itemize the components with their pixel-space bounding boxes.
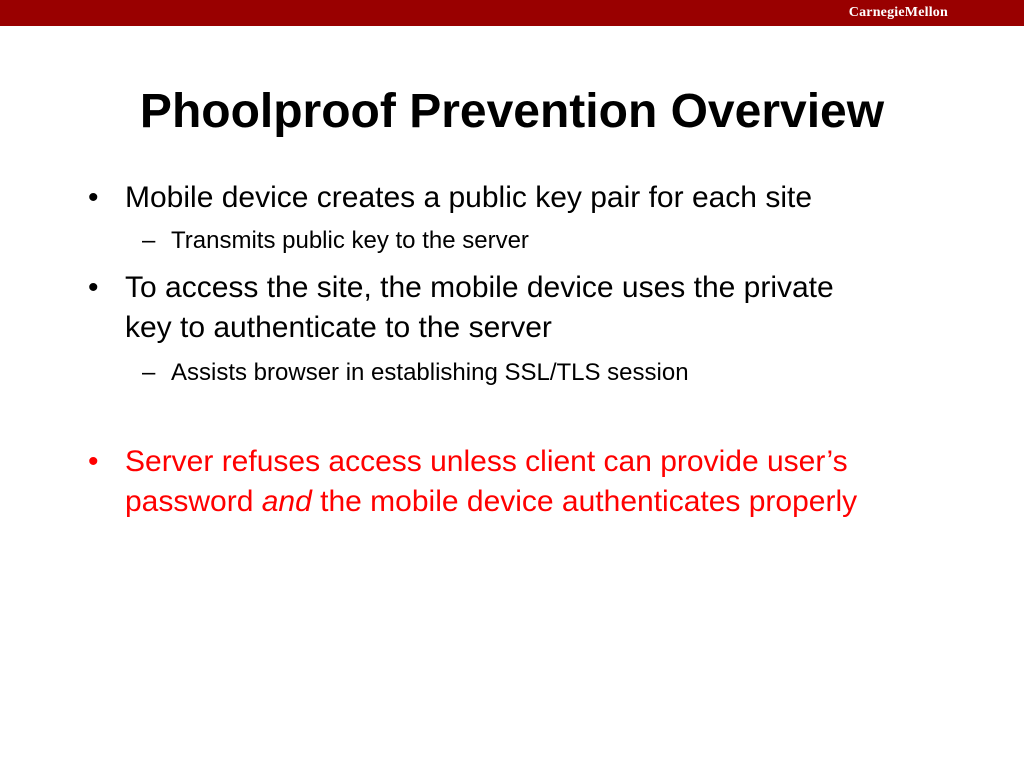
sub-bullet-1-text: Transmits public key to the server	[171, 227, 529, 254]
carnegie-mellon-logo: CarnegieMellon	[848, 5, 948, 20]
bullet-marker: •	[88, 271, 99, 304]
bullet-3-emphasis: and	[261, 485, 312, 518]
bullet-3-line-2-start: password	[125, 485, 262, 518]
slide-title: Phoolproof Prevention Overview	[139, 85, 885, 138]
bullet-2-line-2: key to authenticate to the server	[125, 311, 552, 344]
bullet-3-line-1: Server refuses access unless client can provide user’s	[125, 445, 848, 478]
sub-bullet-marker: –	[142, 359, 156, 386]
bullet-2-text	[125, 268, 965, 348]
bullet-1-text: Mobile device creates a public key pair for each site	[125, 181, 813, 214]
sub-bullet-2-text: Assists browser in establishing SSL/TLS session	[171, 359, 689, 386]
bullet-marker: •	[88, 445, 99, 478]
sub-bullet-marker: –	[142, 227, 156, 254]
header-bar	[0, 0, 1024, 26]
bullet-marker: •	[88, 181, 99, 214]
bullet-3-line-2-end: the mobile device authenticates properly	[311, 485, 858, 518]
bullet-2-line-1: To access the site, the mobile device uses the private	[125, 271, 834, 304]
bullet-3-text	[125, 442, 965, 522]
